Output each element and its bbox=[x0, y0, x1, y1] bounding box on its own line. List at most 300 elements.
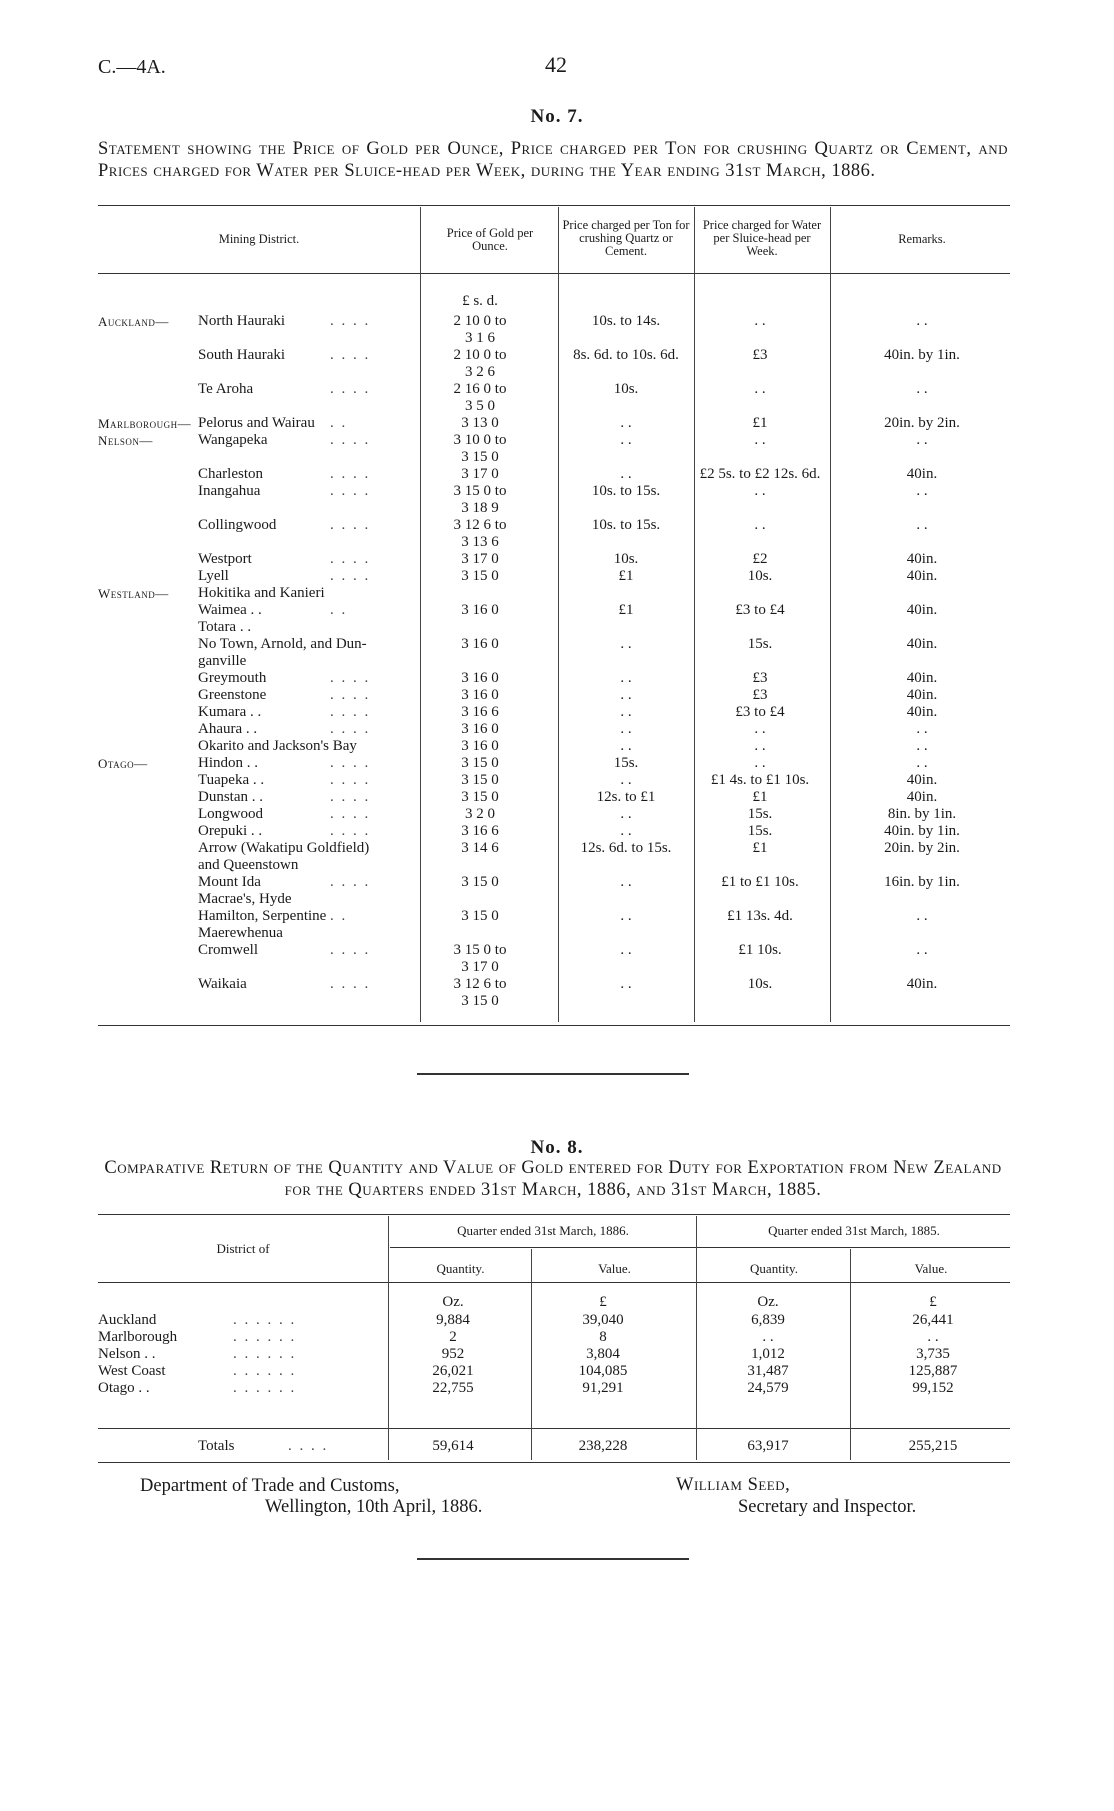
currency-units: £ s. d. bbox=[462, 293, 498, 309]
district-name: Hindon . . bbox=[198, 755, 258, 771]
water-price: . . bbox=[754, 755, 766, 771]
gold-price: 3 18 9 bbox=[461, 500, 499, 516]
leader-dots: . . . . bbox=[330, 976, 371, 992]
water-price: 10s. bbox=[747, 976, 773, 992]
quantity-1886: 952 bbox=[441, 1346, 465, 1362]
unit-pound: £ bbox=[929, 1294, 937, 1310]
district-name: Charleston bbox=[198, 466, 263, 482]
remarks: . . bbox=[916, 432, 928, 448]
quantity-1886: 9,884 bbox=[436, 1312, 470, 1328]
table7-row bbox=[98, 500, 1010, 517]
header-quantity-1885: Quantity. bbox=[750, 1261, 798, 1276]
table7-bottom-rule bbox=[98, 1025, 1010, 1026]
crushing-price: 8s. 6d. to 10s. 6d. bbox=[573, 347, 679, 363]
water-price: . . bbox=[754, 483, 766, 499]
remarks: . . bbox=[916, 313, 928, 329]
district-name: South Hauraki bbox=[198, 347, 286, 363]
water-price: . . bbox=[754, 721, 766, 737]
district-name: Cromwell bbox=[198, 942, 258, 958]
district-name: Wangapeka bbox=[198, 432, 268, 448]
district-name: North Hauraki bbox=[198, 313, 286, 329]
header-mining-district: Mining District. bbox=[218, 232, 300, 246]
table7-row bbox=[98, 398, 1010, 415]
water-price: £1 13s. 4d. bbox=[727, 908, 793, 924]
leader-dots: . . . . bbox=[330, 313, 371, 329]
water-price: £3 to £4 bbox=[735, 704, 785, 720]
district-name: Waikaia bbox=[198, 976, 247, 992]
district-name: Westport bbox=[198, 551, 252, 567]
district-name: Mount Ida bbox=[198, 874, 261, 890]
remarks: 40in. bbox=[906, 602, 938, 618]
crushing-price: . . bbox=[620, 806, 632, 822]
water-price: £3 bbox=[752, 670, 768, 686]
value-1886: 104,085 bbox=[578, 1363, 628, 1379]
gold-price: 2 10 0 to bbox=[453, 313, 507, 329]
crushing-price: . . bbox=[620, 976, 632, 992]
water-price: . . bbox=[754, 432, 766, 448]
table7-row bbox=[98, 381, 1010, 398]
table7-row bbox=[98, 432, 1010, 449]
crushing-price: 10s. bbox=[613, 381, 639, 397]
gold-price: 3 5 0 bbox=[465, 398, 495, 414]
crushing-price: . . bbox=[620, 823, 632, 839]
remarks: 16in. by 1in. bbox=[884, 874, 960, 890]
remarks: 40in. by 1in. bbox=[884, 347, 960, 363]
crushing-price: 10s. to 14s. bbox=[591, 313, 661, 329]
crushing-price: . . bbox=[620, 738, 632, 754]
header-water-price: Price charged for Water per Sluice-head per Week. bbox=[702, 218, 822, 258]
remarks: 40in. bbox=[906, 789, 938, 805]
total-quantity-1885: 63,917 bbox=[747, 1438, 789, 1454]
water-price: . . bbox=[754, 381, 766, 397]
table7-row bbox=[98, 364, 1010, 381]
header-quarter-1886: Quarter ended 31st March, 1886. bbox=[457, 1223, 629, 1238]
gold-price: 3 15 0 to bbox=[453, 942, 507, 958]
table8-bottom-rule bbox=[98, 1462, 1010, 1463]
crushing-price: . . bbox=[620, 704, 632, 720]
gold-price: 3 14 6 bbox=[461, 840, 499, 856]
table7-row bbox=[98, 636, 1010, 653]
table7-row bbox=[98, 483, 1010, 500]
quantity-1885: 31,487 bbox=[747, 1363, 789, 1379]
gold-price: 2 16 0 to bbox=[453, 381, 507, 397]
leader-dots: . . . . bbox=[330, 772, 371, 788]
gold-price: 3 1 6 bbox=[465, 330, 495, 346]
table7-row bbox=[98, 840, 1010, 857]
remarks: . . bbox=[916, 721, 928, 737]
table7-row bbox=[98, 313, 1010, 330]
place-date: Wellington, 10th April, 1886. bbox=[265, 1497, 483, 1517]
district-name: Kumara . . bbox=[198, 704, 262, 720]
gold-price: 3 15 0 bbox=[461, 449, 499, 465]
gold-price: 3 10 0 to bbox=[453, 432, 507, 448]
leader-dots: . . . . . . bbox=[233, 1312, 297, 1328]
table8-title: Comparative Return of the Quantity and Value of Gold entered for Duty for Exportation from New Zealand for the Quarters ended 31st March, 1886, and 31st March, 1885. bbox=[104, 1158, 1002, 1200]
district-name: Dunstan . . bbox=[198, 789, 263, 805]
total-quantity-1886: 59,614 bbox=[432, 1438, 474, 1454]
gold-price: 3 16 0 bbox=[461, 687, 499, 703]
district-name: No Town, Arnold, and Dun- bbox=[198, 636, 367, 652]
remarks: 20in. by 2in. bbox=[884, 840, 960, 856]
water-price: £2 5s. to £2 12s. 6d. bbox=[699, 466, 821, 482]
leader-dots: . . . . bbox=[330, 874, 371, 890]
district-name: Greymouth bbox=[198, 670, 267, 686]
quantity-1885: 6,839 bbox=[751, 1312, 785, 1328]
leader-dots: . . . . bbox=[330, 721, 371, 737]
district-name: Orepuki . . bbox=[198, 823, 263, 839]
table7-row bbox=[98, 857, 1010, 874]
table7-row bbox=[98, 449, 1010, 466]
table7-row bbox=[98, 347, 1010, 364]
leader-dots: . . bbox=[330, 908, 348, 924]
leader-dots: . . . . bbox=[330, 466, 371, 482]
quantity-1886: 22,755 bbox=[432, 1380, 474, 1396]
district-name: Collingwood bbox=[198, 517, 277, 533]
leader-dots: . . . . bbox=[330, 806, 371, 822]
water-price: £3 bbox=[752, 347, 768, 363]
value-1885: . . bbox=[927, 1329, 939, 1345]
gold-price: 3 17 0 bbox=[461, 959, 499, 975]
remarks: . . bbox=[916, 908, 928, 924]
water-price: £3 to £4 bbox=[735, 602, 785, 618]
table8-row bbox=[98, 1312, 1010, 1329]
table7-row bbox=[98, 891, 1010, 908]
value-1885: 26,441 bbox=[912, 1312, 954, 1328]
remarks: 40in. bbox=[906, 772, 938, 788]
water-price: £1 bbox=[752, 840, 768, 856]
table7-row bbox=[98, 772, 1010, 789]
water-price: £1 to £1 10s. bbox=[721, 874, 799, 890]
gold-price: 3 15 0 bbox=[461, 568, 499, 584]
district-name: Te Aroha bbox=[198, 381, 254, 397]
table7-row bbox=[98, 874, 1010, 891]
signatory-title: Secretary and Inspector. bbox=[738, 1497, 917, 1517]
gold-price: 3 16 6 bbox=[461, 823, 499, 839]
section-divider bbox=[417, 1073, 689, 1075]
crushing-price: . . bbox=[620, 415, 632, 431]
header-district-of: District of bbox=[216, 1241, 270, 1256]
remarks: 40in. bbox=[906, 687, 938, 703]
gold-price: 3 17 0 bbox=[461, 466, 499, 482]
gold-price: 3 16 6 bbox=[461, 704, 499, 720]
gold-price: 3 15 0 bbox=[461, 908, 499, 924]
remarks: . . bbox=[916, 517, 928, 533]
district-name: Okarito and Jackson's Bay bbox=[198, 738, 357, 754]
crushing-price: £1 bbox=[618, 568, 634, 584]
value-1885: 3,735 bbox=[916, 1346, 950, 1362]
leader-dots: . . . . bbox=[330, 687, 371, 703]
remarks: 40in. bbox=[906, 466, 938, 482]
district-name: Pelorus and Wairau bbox=[198, 415, 315, 431]
remarks: . . bbox=[916, 942, 928, 958]
district-name: Macrae's, Hyde bbox=[198, 891, 292, 907]
district-name: Lyell bbox=[198, 568, 229, 584]
remarks: 40in. bbox=[906, 568, 938, 584]
leader-dots: . . . . bbox=[330, 704, 371, 720]
gold-price: 3 13 6 bbox=[461, 534, 499, 550]
value-1886: 8 bbox=[599, 1329, 607, 1345]
crushing-price: . . bbox=[620, 687, 632, 703]
gold-price: 3 15 0 bbox=[461, 789, 499, 805]
remarks: 40in. bbox=[906, 976, 938, 992]
leader-dots: . . . . bbox=[330, 942, 371, 958]
header-remarks: Remarks. bbox=[898, 232, 946, 246]
value-1885: 99,152 bbox=[912, 1380, 954, 1396]
crushing-price: 12s. 6d. to 15s. bbox=[580, 840, 672, 856]
leader-dots: . . . . bbox=[288, 1438, 329, 1454]
department-name: Department of Trade and Customs, bbox=[140, 1476, 400, 1496]
leader-dots: . . . . bbox=[330, 823, 371, 839]
leader-dots: . . . . . . bbox=[233, 1329, 297, 1345]
region-label: Marlborough— bbox=[98, 416, 192, 431]
quantity-1886: 2 bbox=[449, 1329, 457, 1345]
table7-row bbox=[98, 466, 1010, 483]
gold-price: 3 15 0 bbox=[461, 772, 499, 788]
table7-row bbox=[98, 789, 1010, 806]
quantity-1885: 24,579 bbox=[747, 1380, 789, 1396]
table8-row bbox=[98, 1363, 1010, 1380]
remarks: 40in. by 1in. bbox=[884, 823, 960, 839]
table7-row bbox=[98, 687, 1010, 704]
crushing-price: £1 bbox=[618, 602, 634, 618]
header-quarter-1885: Quarter ended 31st March, 1885. bbox=[768, 1223, 940, 1238]
leader-dots: . . . . bbox=[330, 381, 371, 397]
closing-rule bbox=[417, 1558, 689, 1560]
crushing-price: . . bbox=[620, 772, 632, 788]
crushing-price: 12s. to £1 bbox=[596, 789, 656, 805]
region-label: Westland— bbox=[98, 586, 169, 601]
gold-price: 3 2 6 bbox=[465, 364, 495, 380]
water-price: 15s. bbox=[747, 636, 773, 652]
table8-top-rule bbox=[98, 1214, 1010, 1215]
quantity-1885: . . bbox=[762, 1329, 774, 1345]
table7-row bbox=[98, 755, 1010, 772]
district-name: Otago . . bbox=[98, 1380, 150, 1396]
gold-price: 3 13 0 bbox=[461, 415, 499, 431]
table7-row bbox=[98, 704, 1010, 721]
gold-price: 3 16 0 bbox=[461, 721, 499, 737]
district-name: Hokitika and Kanieri bbox=[198, 585, 325, 601]
remarks: . . bbox=[916, 483, 928, 499]
unit-oz: Oz. bbox=[442, 1294, 464, 1310]
signatory-name: William Seed, bbox=[676, 1475, 791, 1495]
header-gold-price: Price of Gold per Ounce. bbox=[446, 226, 534, 253]
table7-row bbox=[98, 721, 1010, 738]
water-price: £1 4s. to £1 10s. bbox=[710, 772, 810, 788]
header-value-1885: Value. bbox=[914, 1261, 948, 1276]
remarks: . . bbox=[916, 738, 928, 754]
table8 bbox=[98, 1214, 1010, 1470]
water-price: 15s. bbox=[747, 823, 773, 839]
table8-row bbox=[98, 1346, 1010, 1363]
region-label: Nelson— bbox=[98, 433, 153, 448]
crushing-price: . . bbox=[620, 908, 632, 924]
crushing-price: . . bbox=[620, 942, 632, 958]
district-name: Nelson . . bbox=[98, 1346, 156, 1362]
district-name: and Queenstown bbox=[198, 857, 299, 873]
gold-price: 3 16 0 bbox=[461, 602, 499, 618]
units-row bbox=[98, 1294, 1010, 1311]
water-price: 10s. bbox=[747, 568, 773, 584]
crushing-price: . . bbox=[620, 670, 632, 686]
crushing-price: . . bbox=[620, 432, 632, 448]
district-name: Greenstone bbox=[198, 687, 267, 703]
region-label: Otago— bbox=[98, 756, 148, 771]
table8-row bbox=[98, 1380, 1010, 1397]
remarks: 40in. bbox=[906, 704, 938, 720]
table7-row bbox=[98, 993, 1010, 1010]
district-name: ganville bbox=[198, 653, 247, 669]
gold-price: 3 15 0 bbox=[461, 755, 499, 771]
crushing-price: . . bbox=[620, 874, 632, 890]
region-label: Auckland— bbox=[98, 314, 169, 329]
remarks: 20in. by 2in. bbox=[884, 415, 960, 431]
gold-price: 3 16 0 bbox=[461, 636, 499, 652]
leader-dots: . . . . bbox=[330, 483, 371, 499]
crushing-price: 15s. bbox=[613, 755, 639, 771]
district-name: Longwood bbox=[198, 806, 263, 822]
crushing-price: . . bbox=[620, 721, 632, 737]
table7-row bbox=[98, 976, 1010, 993]
table7-row bbox=[98, 602, 1010, 619]
table8-totals-rule bbox=[98, 1428, 1010, 1429]
water-price: £3 bbox=[752, 687, 768, 703]
table7-number: No. 7. bbox=[530, 106, 584, 127]
remarks: . . bbox=[916, 755, 928, 771]
district-name: Inangahua bbox=[198, 483, 261, 499]
gold-price: 3 16 0 bbox=[461, 738, 499, 754]
gold-price: 3 15 0 bbox=[461, 993, 499, 1009]
totals-label: Totals bbox=[198, 1438, 235, 1454]
district-name: Totara . . bbox=[198, 619, 252, 635]
crushing-price: 10s. bbox=[613, 551, 639, 567]
table7 bbox=[98, 205, 1010, 1029]
district-name: Auckland bbox=[98, 1312, 157, 1328]
table7-title: Statement showing the Price of Gold per Ounce, Price charged per Ton for crushing Quartz or Cement, and Prices charged for Water per Sluice-head per Week, during the Year ending 31st March, 1886. bbox=[98, 139, 1008, 181]
water-price: . . bbox=[754, 517, 766, 533]
district-name: West Coast bbox=[98, 1363, 166, 1379]
leader-dots: . . . . bbox=[330, 755, 371, 771]
crushing-price: . . bbox=[620, 636, 632, 652]
gold-price: 3 15 0 to bbox=[453, 483, 507, 499]
gold-price: 3 17 0 bbox=[461, 551, 499, 567]
table7-row bbox=[98, 330, 1010, 347]
water-price: . . bbox=[754, 313, 766, 329]
leader-dots: . . . . bbox=[330, 347, 371, 363]
table7-row bbox=[98, 517, 1010, 534]
table7-top-rule bbox=[98, 205, 1010, 206]
crushing-price: 10s. to 15s. bbox=[591, 483, 661, 499]
gold-price: 2 10 0 to bbox=[453, 347, 507, 363]
district-name: Tuapeka . . bbox=[198, 772, 265, 788]
table7-row bbox=[98, 738, 1010, 755]
unit-pound: £ bbox=[599, 1294, 607, 1310]
value-1885: 125,887 bbox=[908, 1363, 958, 1379]
table8-header-rule bbox=[98, 1282, 1010, 1283]
district-name: Maerewhenua bbox=[198, 925, 283, 941]
gold-price: 3 2 0 bbox=[465, 806, 495, 822]
value-1886: 39,040 bbox=[582, 1312, 624, 1328]
currency-units-row bbox=[98, 293, 1010, 310]
water-price: £1 10s. bbox=[738, 942, 782, 958]
table7-row bbox=[98, 959, 1010, 976]
gold-price: 3 12 6 to bbox=[453, 517, 507, 533]
table7-row bbox=[98, 551, 1010, 568]
leader-dots: . . . . bbox=[330, 789, 371, 805]
crushing-price: . . bbox=[620, 466, 632, 482]
table7-row bbox=[98, 670, 1010, 687]
unit-oz: Oz. bbox=[757, 1294, 779, 1310]
table7-header-rule bbox=[98, 273, 1010, 274]
quantity-1885: 1,012 bbox=[751, 1346, 785, 1362]
table7-row bbox=[98, 823, 1010, 840]
water-price: . . bbox=[754, 738, 766, 754]
header-value-1886: Value. bbox=[598, 1261, 631, 1276]
water-price: £1 bbox=[752, 415, 768, 431]
table7-row bbox=[98, 534, 1010, 551]
leader-dots: . . . . . . bbox=[233, 1363, 297, 1379]
total-value-1885: 255,215 bbox=[908, 1438, 958, 1454]
table7-row bbox=[98, 585, 1010, 602]
leader-dots: . . . . . . bbox=[233, 1380, 297, 1396]
remarks: . . bbox=[916, 381, 928, 397]
leader-dots: . . . . bbox=[330, 517, 371, 533]
crushing-price: 10s. to 15s. bbox=[591, 517, 661, 533]
leader-dots: . . . . bbox=[330, 432, 371, 448]
remarks: 40in. bbox=[906, 551, 938, 567]
page-number: 42 bbox=[545, 52, 567, 77]
table7-row bbox=[98, 806, 1010, 823]
table7-row bbox=[98, 619, 1010, 636]
water-price: 15s. bbox=[747, 806, 773, 822]
totals-row bbox=[98, 1438, 1010, 1455]
gold-price: 3 12 6 to bbox=[453, 976, 507, 992]
district-name: Marlborough bbox=[98, 1329, 178, 1345]
gold-price: 3 15 0 bbox=[461, 874, 499, 890]
district-name: Arrow (Wakatipu Goldfield) bbox=[198, 840, 370, 856]
district-name: Ahaura . . bbox=[198, 721, 258, 737]
leader-dots: . . . . bbox=[330, 568, 371, 584]
table7-row bbox=[98, 908, 1010, 925]
table7-row bbox=[98, 568, 1010, 585]
value-1886: 91,291 bbox=[582, 1380, 624, 1396]
table8-row bbox=[98, 1329, 1010, 1346]
header-crushing-price: Price charged per Ton for crushing Quartz or Cement. bbox=[562, 218, 690, 258]
table7-row bbox=[98, 925, 1010, 942]
table8-number: No. 8. bbox=[530, 1137, 584, 1158]
district-name: Waimea . . bbox=[198, 602, 262, 618]
gold-price: 3 16 0 bbox=[461, 670, 499, 686]
remarks: 40in. bbox=[906, 636, 938, 652]
table7-row bbox=[98, 415, 1010, 432]
page-code: C.—4A. bbox=[98, 56, 166, 78]
remarks: 8in. by 1in. bbox=[887, 806, 957, 822]
leader-dots: . . bbox=[330, 602, 348, 618]
leader-dots: . . . . . . bbox=[233, 1346, 297, 1362]
leader-dots: . . bbox=[330, 415, 348, 431]
water-price: £2 bbox=[752, 551, 768, 567]
leader-dots: . . . . bbox=[330, 670, 371, 686]
remarks: 40in. bbox=[906, 670, 938, 686]
water-price: £1 bbox=[752, 789, 768, 805]
district-name: Hamilton, Serpentine bbox=[198, 908, 327, 924]
header-quantity-1886: Quantity. bbox=[436, 1261, 485, 1276]
table8-subheader-rule bbox=[390, 1247, 1010, 1248]
total-value-1886: 238,228 bbox=[578, 1438, 628, 1454]
quantity-1886: 26,021 bbox=[432, 1363, 474, 1379]
table7-row bbox=[98, 942, 1010, 959]
leader-dots: . . . . bbox=[330, 551, 371, 567]
